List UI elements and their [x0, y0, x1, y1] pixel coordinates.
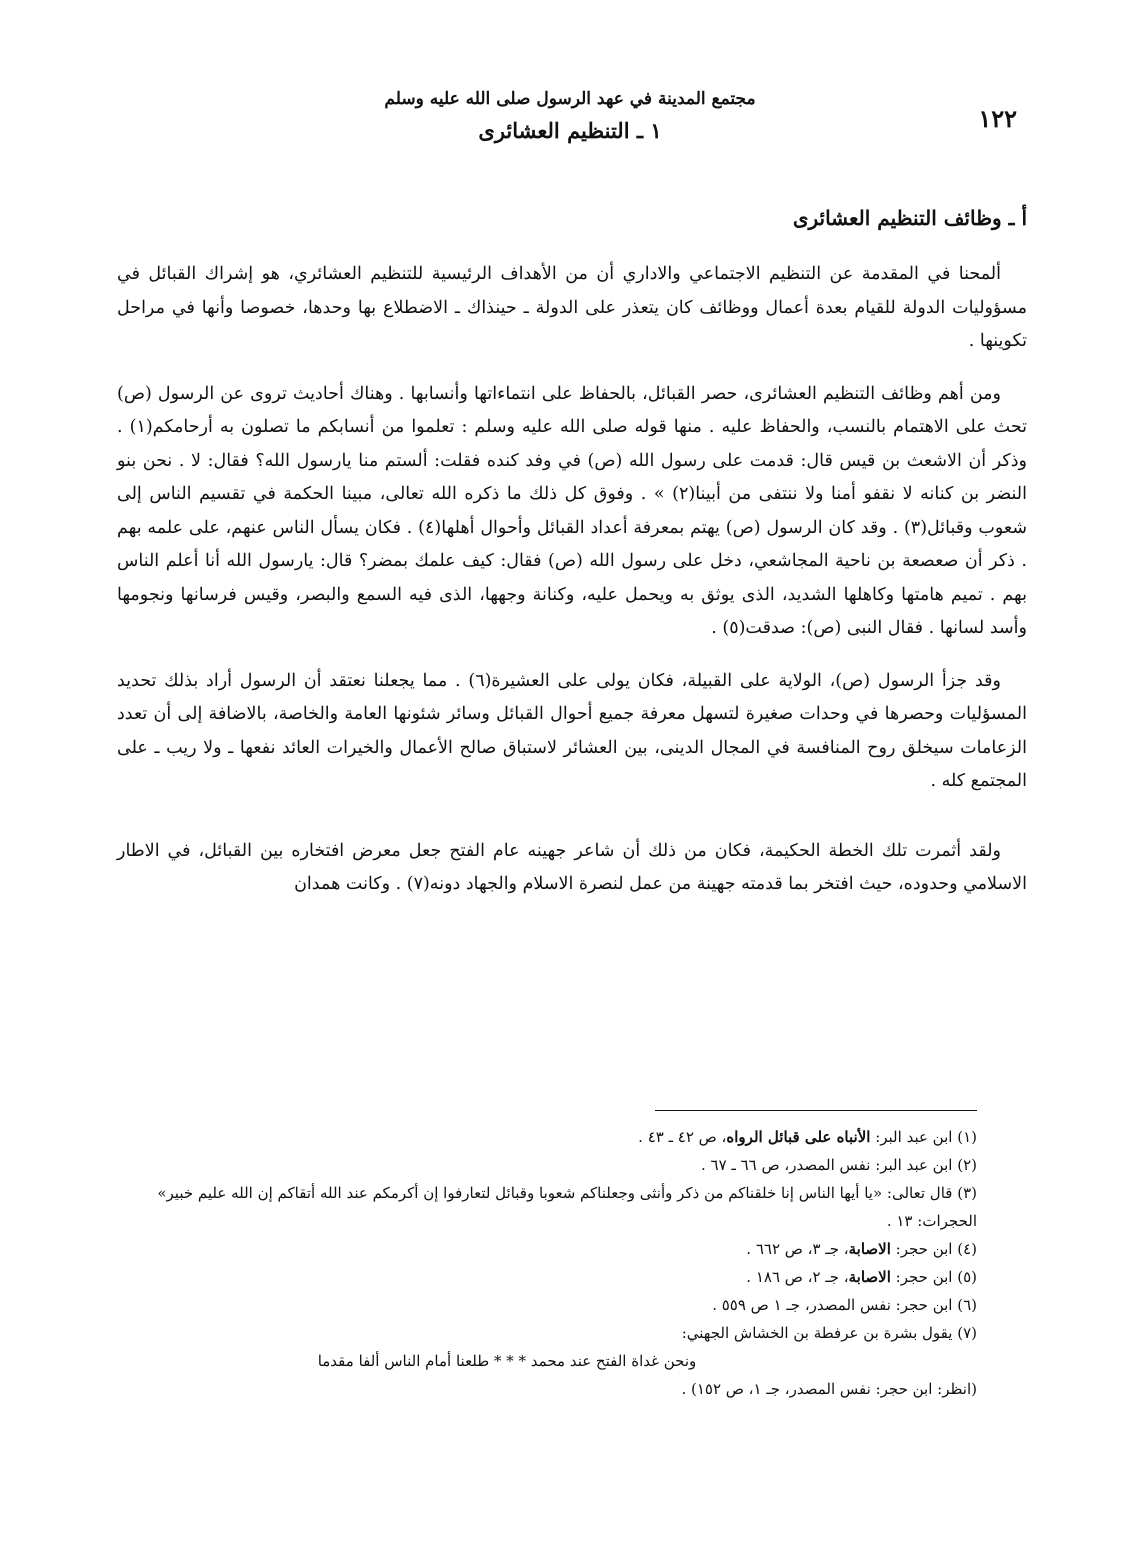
paragraph: ولقد أثمرت تلك الخطة الحكيمة، فكان من ذلك أن شاعر جهينه عام الفتح جعل معرض افتخاره بين القبائل، في الاطار الاسلامي وحدوده، حيث افتخر بما قدمته جهينة من عمل لنصرة الاسلام والجهاد دونه(٧) . وكانت همدان — [117, 840, 1027, 894]
body-text — [117, 258, 1027, 938]
footnote-divider — [655, 1110, 977, 1111]
chapter-title: ١ ـ التنظيم العشائرى — [478, 118, 662, 143]
paragraph: وقد جزأ الرسول (ص)، الولاية على القبيلة، فكان يولى على العشيرة(٦) . مما يجعلنا نعتقد أن الرسول أراد بذلك تحديد المسؤليات وحصرها في وحدات صغيرة لتسهل معرفة جميع أحوال القبائل وسائر شئونها العامة والخاصة، بالاضافة إلى أن تعدد الزعامات سيخلق روح المنافسة في المجال الدينى، بين العشائر لاستباق صالح الأعمال والخيرات العائد نفعها ـ ولا ريب ـ على المجتمع كله . — [117, 670, 1027, 791]
footnote: (٦) ابن حجر: نفس المصدر، جـ ١ ص ٥٥٩ . — [712, 1296, 977, 1314]
paragraph: ألمحنا في المقدمة عن التنظيم الاجتماعي والاداري أن من الأهداف الرئيسية للتنظيم العشائري، هو إشراك القبائل في مسؤوليات الدولة للقيام بعدة أعمال ووظائف كان يتعذر على الدولة ـ حينذاك ـ الاضطلاع بها وحدها، خصوصا وأنها في مراحل تكوينها . — [117, 264, 1027, 351]
footnote: (٧) يقول بشرة بن عرفطة بن الخشاش الجهني: — [681, 1324, 977, 1342]
section-heading: أ ـ وظائف التنظيم العشائرى — [792, 206, 1027, 230]
footnote: (٣) قال تعالى: «يا أيها الناس إنا خلقناكم من ذكر وأنثى وجعلناكم شعوبا وقبائل لتعارفوا إن أكرمكم عند الله أتقاكم إن الله عليم خبير» الحجرات: ١٣ . — [157, 1184, 977, 1230]
footnote: (٤) ابن حجر: الاصابة، جـ ٣، ص ٦٦٢ . — [746, 1240, 977, 1258]
footnote-reference: (انظر: ابن حجر: نفس المصدر، جـ ١، ص ١٥٢) . — [681, 1380, 977, 1398]
footnotes — [97, 1110, 977, 1403]
paragraph: ومن أهم وظائف التنظيم العشائرى، حصر القبائل، بالحفاظ على انتماءاتها وأنسابها . وهناك أحاديث تروى عن الرسول (ص) تحث على الاهتمام بالنسب، والحفاظ عليه . منها قوله صلى الله عليه وسلم : تعلموا من أنسابكم ما تصلون به أرحامكم(١) . وذكر أن الاشعث بن قيس قال: قدمت على رسول الله (ص) في وفد كنده فقلت: ألستم منا يارسول الله؟ فقال: لا . نحن بنو النضر بن كنانه لا نقفو أمنا ولا ننتفى من أبينا(٢) » . وفوق كل ذلك ما ذكره الله تعالى، مبينا الحكمة في تقسيم الناس إلى شعوب وقبائل(٣) . وقد كان الرسول (ص) يهتم بمعرفة أعداد القبائل وأحوال أهلها(٤) . فكان يسأل الناس عنهم، على علمه بهم . ذكر أن صعصعة بن ناحية المجاشعي، دخل على رسول الله (ص) فقال: كيف علمك بمضر؟ قال: يارسول الله أنا أعلم الناس بهم . تميم هامتها وكاهلها الشديد، الذى يوثق به ويحمل عليه، وكنانة وجهها، الذى فيه السمع والبصر، وقيس فرسانها ونجومها وأسد لسانها . فقال النبى (ص): صدقت(٥) . — [117, 383, 1027, 638]
book-title: مجتمع المدينة في عهد الرسول صلى الله عليه وسلم — [384, 89, 756, 109]
page-number: ١٢٢ — [978, 104, 1017, 133]
running-head — [260, 86, 880, 148]
poem-line: ونحن غداة الفتح عند محمد * * * طلعنا أمام الناس ألفا مقدما — [317, 1352, 697, 1370]
footnote: (٢) ابن عبد البر: نفس المصدر، ص ٦٦ ـ ٦٧ . — [701, 1156, 977, 1174]
footnote: (٥) ابن حجر: الاصابة، جـ ٢، ص ١٨٦ . — [746, 1268, 977, 1286]
footnote: (١) ابن عبد البر: الأنباه على قبائل الرواه، ص ٤٢ ـ ٤٣ . — [638, 1128, 977, 1146]
